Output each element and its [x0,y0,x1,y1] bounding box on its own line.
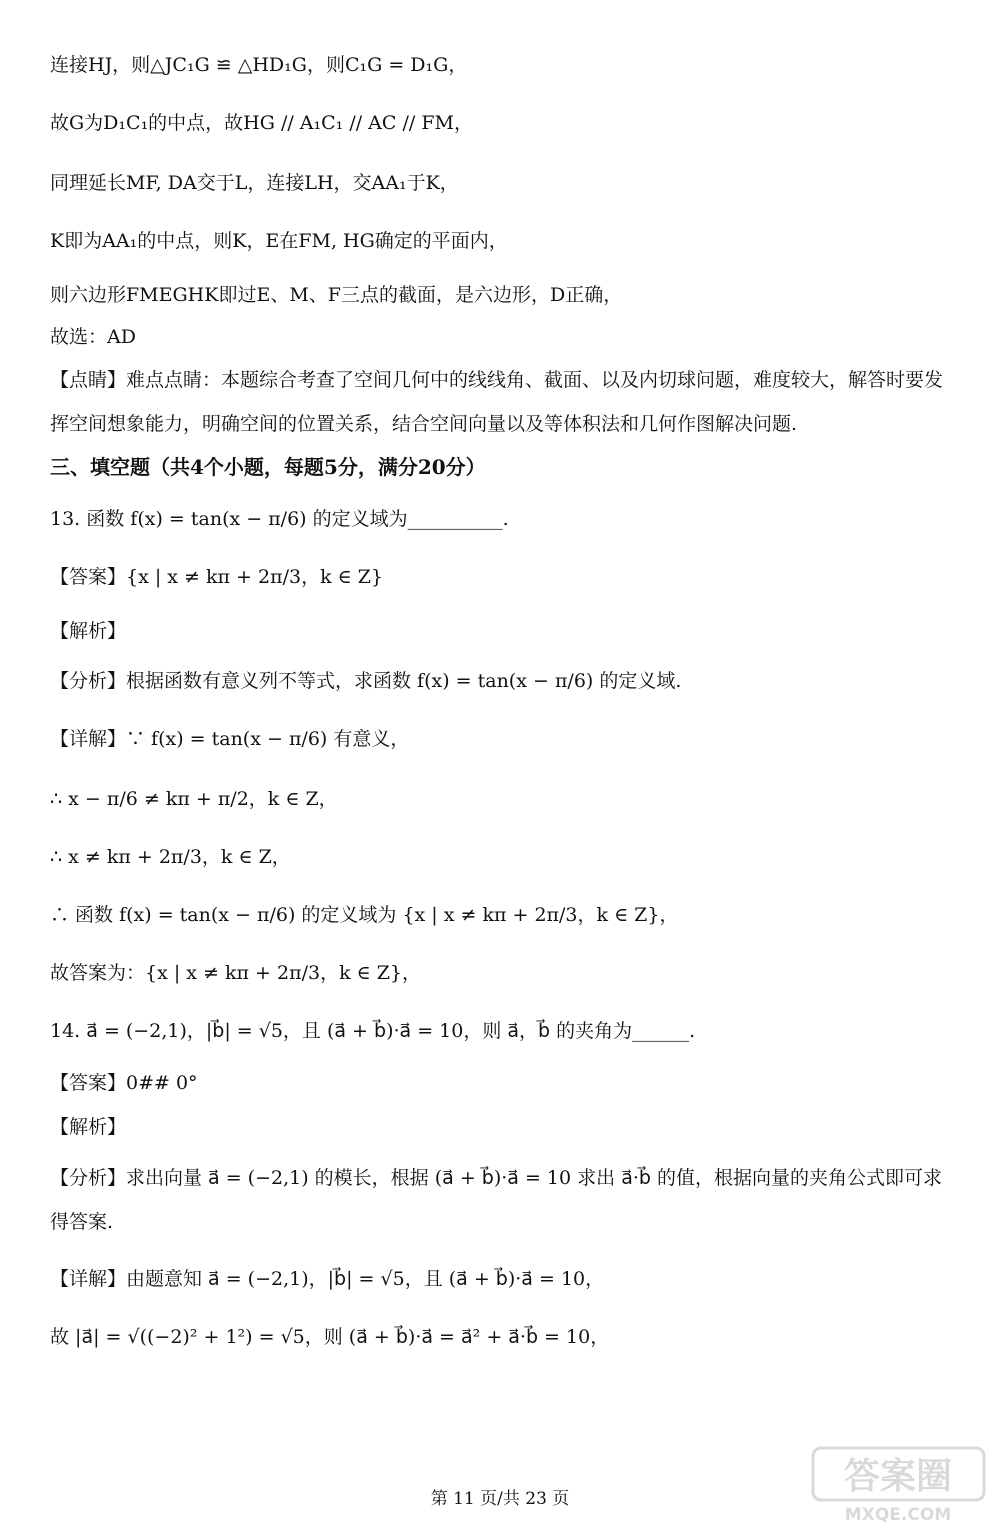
answer-14: 【答案】0## 0° [50,1072,198,1094]
detail-14-2: 故 |a⃗| = √((−2)² + 1²) = √5，则 (a⃗ + b⃗)·a⃗ = a⃗² + a⃗·b⃗ = 10， [50,1326,610,1348]
question-13: 13. 函数 f(x) = tan(x − π/6) 的定义域为__________. [50,508,509,530]
watermark-logo [811,1446,986,1524]
remark-paragraph: 【点睛】难点点睛：本题综合考查了空间几何中的线线角、截面、以及内切球问题，难度较大，解答时要发挥空间想象能力，明确空间的位置关系，结合空间向量以及等体积法和几何作图解决问题. [50,369,944,435]
final-answer-13: 故答案为：{x | x ≠ kπ + 2π/3，k ∈ Z}， [50,962,422,984]
analysis-label-13: 【解析】 [50,620,127,642]
page-footer: 第 11 页/共 23 页 [430,1489,570,1509]
analysis-14: 【分析】求出向量 a⃗ = (−2,1) 的模长，根据 (a⃗ + b⃗)·a⃗ = 10 求出 a⃗·b⃗ 的值，根据向量的夹角公式即可求得答案. [50,1167,942,1233]
line-4: K即为AA₁的中点，则K，E在FM, HG确定的平面内， [50,230,508,252]
line-1: 连接HJ，则△JC₁G ≌ △HD₁G，则C₁G = D₁G， [50,54,468,76]
line-3: 同理延长MF, DA交于L，连接LH，交AA₁于K， [50,172,459,194]
detail-13-1: 【详解】∵ f(x) = tan(x − π/6) 有意义， [50,728,410,750]
answer-13: 【答案】{x | x ≠ kπ + 2π/3，k ∈ Z} [50,566,384,588]
watermark-top-text: 答案圈 [843,1456,953,1497]
detail-14-1: 【详解】由题意知 a⃗ = (−2,1)，|b⃗| = √5，且 (a⃗ + b⃗)·a⃗ = 10， [50,1268,605,1290]
section-heading: 三、填空题（共4个小题，每题5分，满分20分） [50,455,486,479]
line-5: 则六边形FMEGHK即过E、M、F三点的截面，是六边形，D正确， [50,284,623,306]
detail-13-3: ∴ x ≠ kπ + 2π/3，k ∈ Z， [50,846,291,868]
analysis-13: 【分析】根据函数有意义列不等式，求函数 f(x) = tan(x − π/6) 的定义域. [50,670,682,692]
analysis-label-14: 【解析】 [50,1116,127,1138]
line-6: 故选：AD [50,326,136,348]
line-2: 故G为D₁C₁的中点，故HG // A₁C₁ // AC // FM， [50,112,473,134]
watermark-bottom-text: MXQE.COM [844,1505,952,1524]
detail-13-4: ∴ 函数 f(x) = tan(x − π/6) 的定义域为 {x | x ≠ kπ + 2π/3，k ∈ Z}， [50,904,679,926]
question-14: 14. a⃗ = (−2,1)，|b⃗| = √5，且 (a⃗ + b⃗)·a⃗ = 10，则 a⃗，b⃗ 的夹角为______. [50,1020,696,1042]
detail-13-2: ∴ x − π/6 ≠ kπ + π/2，k ∈ Z， [50,788,338,810]
